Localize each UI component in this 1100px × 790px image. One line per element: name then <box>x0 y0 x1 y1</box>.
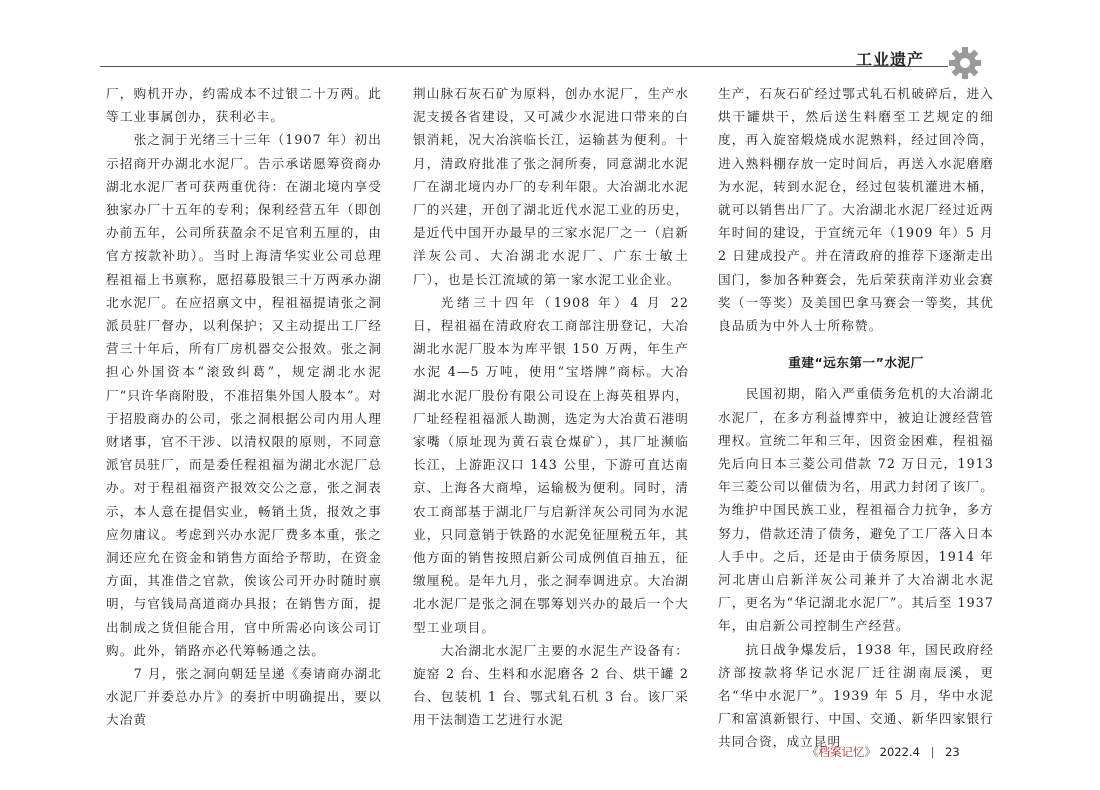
text-column-1 <box>106 82 382 732</box>
paragraph: 光绪三十四年（1908 年）4 月 22 日，程祖福在清政府农工商部注册登记，大冶湖北水泥厂股本为库平银 150 万两，年生产水泥 4—5 万吨，使用“宝塔牌”商标。大冶湖北水泥厂股份有限公司设在上海英租界内，厂址经程祖福派人勘测，选定为大冶黄石港明家嘴（原址现为黄石袁仓煤矿），其厂址濒临长江，上游距汉口 143 公里，下游可直达南京、上海各大商埠，运输极为便利。同时，清农工商部基于湖北厂与启新洋灰公司同为水泥业，只同意销于铁路的水泥免征厘税五年，其他方面的销售按照启新公司成例值百抽五，征缴厘税。是年九月，张之洞奉调进京。大冶湖北水泥厂是张之洞在鄂筹划兴办的最后一个大型工业项目。 <box>413 294 689 635</box>
magazine-name: 《档案记忆》 <box>807 745 876 759</box>
paragraph: 荆山脉石灰石矿为原料，创办水泥厂，生产水泥支援各省建设，又可减少水泥进口带来的白银消耗，况大冶滨临长江，运输甚为便利。十月，清政府批准了张之洞所奏，同意湖北水泥厂在湖北境内办厂的专利年限。大冶湖北水泥厂的兴建，开创了湖北近代水泥工业的历史，是近代中国开办最早的三家水泥厂之一（启新洋灰公司、大冶湖北水泥厂、广东士敏土厂），也是长江流域的第一家水泥工业企业。 <box>413 86 689 287</box>
paragraph: 生产，石灰石矿经过鄂式轧石机破碎后，进入烘干罐烘干，然后送生料磨至工艺规定的细度，再入旋窑煅烧成水泥熟料，经过回冷筒，进入熟料棚存放一定时间后，再送入水泥磨磨为水泥，转到水泥仓，经过包装机灌进木桶，就可以销售出厂了。大冶湖北水泥厂经过近两年时间的建设，于宣统元年（1909 年）5 月 2 日建成投产。并在清政府的推荐下逐渐走出国门，参加各种赛会，先后荣获南洋劝业会赛奖（一等奖）及美国巴拿马赛会一等奖，其优良品质为中外人士所称赞。 <box>718 86 994 334</box>
text-column-2 <box>413 82 689 732</box>
page-number: 23 <box>945 745 960 759</box>
section-title: 工业遗产 <box>856 50 925 69</box>
header-rule <box>100 66 948 67</box>
paragraph: 民国初期，陷入严重债务危机的大冶湖北水泥厂，在多方利益博弈中，被迫让渡经营管理权。宣统二年和三年，因资金困难，程祖福先后向日本三菱公司借款 72 万日元，1913 年三菱公司以催债为名，用武力封闭了该厂。为维护中国民族工业，程祖福合力抗争，多方努力，借款还清了债务，避免了工厂落入日本人手中。之后，还是由于债务原因，1914 年河北唐山启新洋灰公司兼并了大冶湖北水泥厂，更名为“华记湖北水泥厂”。其后至 1937 年，由启新公司控制生产经营。 <box>718 386 994 634</box>
paragraph: 7 月，张之洞向朝廷呈递《奏请商办湖北水泥厂并委总办片》的奏折中明确提出，要以大冶黄 <box>106 666 382 728</box>
text-column-3 <box>718 82 994 754</box>
issue-number: 2022.4 <box>879 745 920 759</box>
gear-icon <box>948 46 982 80</box>
footer-separator: | <box>930 745 935 759</box>
paragraph: 张之洞于光绪三十三年（1907 年）初出示招商开办湖北水泥厂。告示承诺愿筹资商办湖北水泥厂者可获两重优待：在湖北境内享受独家办厂十五年的专利；保利经营五年（即创办前五年，公司所获盈余不足官利五厘的，由官方按款补助）。当时上海清华实业公司总理程祖福上书禀称，愿招募股银三十万两承办湖北水泥厂。在应招禀文中，程祖福提请张之洞派员驻厂督办，以利保护；又主动提出工厂经营三十年后，所有厂房机器交公报效。张之洞担心外国资本“滚致纠葛”，规定湖北水泥厂“只许华商附股，不准招集外国人股本”。对于招股商办的公司，张之洞根据公司内用人理财诸事，官不干涉、以清权限的原则，不同意派官员驻厂，而是委任程祖福为湖北水泥厂总办。对于程祖福资产报效交公之意，张之洞表示，本人意在提倡实业，畅销土货，报效之事应勿庸议。考虑到兴办水泥厂费多本重，张之洞还应允在资金和销售方面给予帮助，在资金方面，其准借之官款，俟该公司开办时随时禀明，与官钱局高道商办具报；在销售方面，提出制成之货但能合用，官中所需必向该公司订购。此外，销路亦必代筹畅通之法。 <box>106 132 382 658</box>
page-footer <box>807 744 960 760</box>
paragraph: 抗日战争爆发后，1938 年，国民政府经济部按款将华记水泥厂迁往湖南辰溪，更名“华中水泥厂”。1939 年 5 月，华中水泥厂和富滇新银行、中国、交通、新华四家银行共同合资，成立昆明 <box>718 641 994 750</box>
section-subheading: 重建“远东第一”水泥厂 <box>788 355 924 371</box>
paragraph: 大冶湖北水泥厂主要的水泥生产设备有：旋窑 2 台、生料和水泥磨各 2 台、烘干罐 2 台、包装机 1 台、鄂式轧石机 3 台。该厂采用干法制造工艺进行水泥 <box>413 642 689 728</box>
paragraph: 厂，购机开办，约需成本不过银二十万两。此等工业事属创办，获利必丰。 <box>106 86 382 125</box>
